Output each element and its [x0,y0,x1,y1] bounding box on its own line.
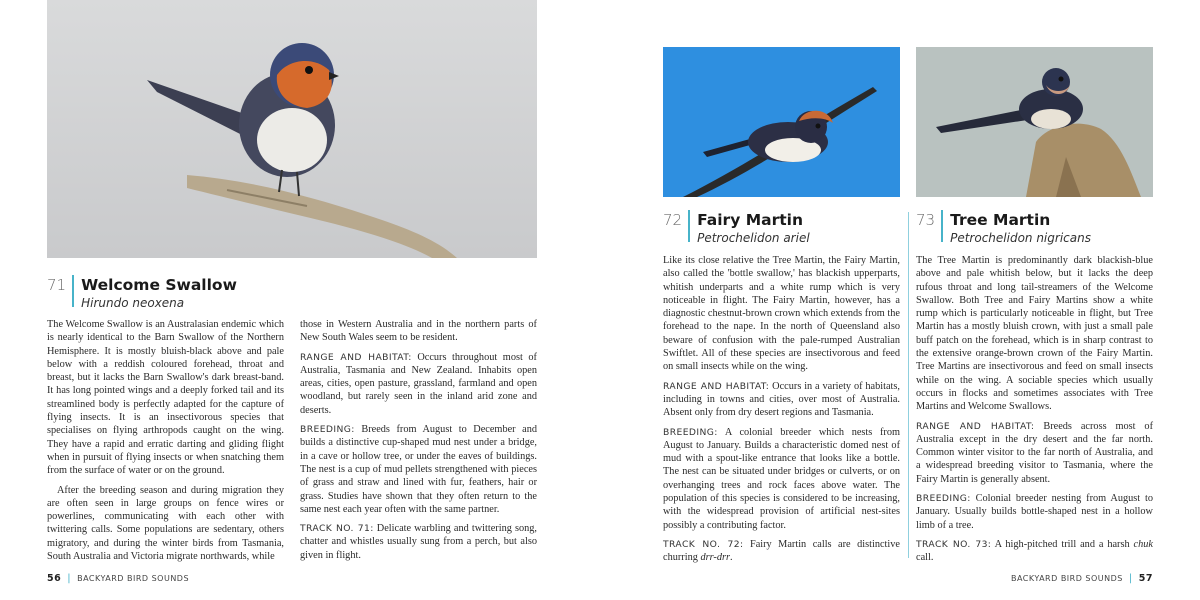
track-text: Delicate warbling and twittering song, chatter and whistles usually sung from a perch, but also given in flight. [300,523,537,561]
description-paragraph: After the breeding season and during migration they are often seen in large groups on fence wires or powerlines, communicating with each other with twittering calls. Some populations are sedentary, others migratory, and during the winter birds from Tasmania, South Australia and Victoria migrate northwards, while [47,484,284,563]
breeding-text: Breeds from August to December and builds a distinctive cup-shaped mud nest under a bridge, in a cave or hollow tree, or under the eaves of buildings. The nest is a cup of mud pellets strengthened with pieces of grass and straw and lined with fur, feathers, hair or grass. Studies have shown that they often return to the same nest each year often with the same partner. [300,424,537,515]
species-common-name: Tree Martin [950,211,1051,229]
breeding-section [300,423,537,516]
breeding-section [663,426,900,532]
breeding-text: A colonial breeder which nests from August to January. Builds a characteristic domed nest of mud with a spout-like entrance that looks like a bottle. The nest can be situated under bridges or culverts, or on overhanging trees and rock faces above water. The population of this species is considered to be increasing, with the widespread provision of artificial nest-sites possibly a contributing factor. [663,426,900,531]
track-text: A high-pitched trill and a harsh [994,538,1130,550]
species-scientific-name: Hirundo neoxena [81,296,185,310]
track-label: TRACK NO. 71: [300,523,374,535]
breeding-text: Colonial breeder nesting from August to January. Usually builds bottle-shaped nest in a hollow limb of a tree. [916,493,1153,531]
species-common-name: Welcome Swallow [81,276,237,294]
range-text: Occurs throughout most of Australia, Tasmania and New Zealand. Inhabits open areas, cities, open pasture, grassland, farmland and open woodland, but rarely seen in the inland arid zone and deserts. [300,351,537,416]
range-label: RANGE AND HABITAT: [916,420,1035,432]
track-end: call. [916,552,934,564]
running-title: BACKYARD BIRD SOUNDS [77,574,190,583]
track-call: chuk [1133,538,1153,550]
footer-separator: | [1128,573,1133,584]
track-call: drr-drr [700,552,731,564]
page-number: 56 [47,573,62,584]
species-number: 71 [47,276,67,294]
heading-accent-bar [72,275,74,307]
species-scientific-name: Petrochelidon ariel [697,231,810,245]
range-habitat-section [916,420,1153,486]
track-section [916,538,1153,565]
breeding-section [916,492,1153,532]
species-number: 73 [916,211,936,229]
range-habitat-section [663,380,900,420]
track-text: Fairy Martin calls are distinctive churring [663,538,900,564]
breeding-label: BREEDING: [300,424,355,436]
footer-separator: | [67,573,72,584]
tree-martin-photo [916,47,1153,197]
running-title: BACKYARD BIRD SOUNDS [1010,574,1123,583]
left-footer [47,573,189,584]
description-paragraph: The Welcome Swallow is an Australasian endemic which is nearly identical to the Barn Swallow of the Northern Hemisphere. It is mostly bluish-black above and pale below with a reddish coloured forehead, throat and breast, but it lacks the Barn Swallow's dark breast-band. It has long pointed wings and a deeply forked tail and its streamlined body is perfectly adapted for the capture of flying insects. It is an insectivorous species that specialises on flying arthropods caught on the wing. They have a rapid and erratic darting and gliding flight when in pursuit of flying insects or when snatching them from the surface of water or on the ground. [47,319,284,477]
range-text: Breeds across most of Australia except in the dry desert and the far north. Common winter visitor to the far north of Australia, and a widespread breeding visitor to Tasmania, where the Fairy Martin is generally absent. [916,420,1154,485]
track-end: . [730,552,733,564]
species-number: 72 [663,211,683,229]
right-footer [1011,573,1153,584]
tree-martin-column [916,254,1153,565]
species-scientific-name: Petrochelidon nigricans [950,231,1091,245]
range-label: RANGE AND HABITAT: [300,351,412,363]
fairy-martin-column [663,254,900,565]
species-heading-71 [47,275,237,311]
range-label: RANGE AND HABITAT: [663,380,770,392]
species-heading-72 [663,210,810,246]
description-continued: those in Western Australia and in the northern parts of New South Wales seem to be resident. [300,319,537,344]
track-section [300,522,537,562]
range-text: Occurs in a variety of habitats, including in towns and cities, over most of Australia. Absent only from dry desert regions and Tasmania. [663,380,900,419]
welcome-swallow-column-2 [300,318,537,562]
breeding-label: BREEDING: [916,493,971,505]
heading-accent-bar [688,210,690,242]
species-heading-73 [916,210,1091,246]
description-paragraph: Like its close relative the Tree Martin, the Fairy Martin, also called the 'bottle swallow,' has blackish upperparts, whitish underparts and a white rump which is very noticeable in flight. The Fairy Martin, however, has a diagnostic chestnut-brown crown which extends from the forehead to the nape. In the north of Queensland also beware of confusion with the pale-rumped Australian Swiftlet. All of these species are insectivorous and feed on small insects while on the wing. [663,255,900,373]
species-common-name: Fairy Martin [697,211,803,229]
range-habitat-section [300,351,537,417]
description-paragraph: The Tree Martin is predominantly dark blackish-blue above and pale whitish below, but it lacks the deep rufous throat and long tail-streamers of the Welcome Swallow. Both Tree and Fairy Martins show a white rump which is particularly noticeable in flight, but Tree Martin has a mostly bluish crown, with just a small pale buff patch on the forehead, which is in sharp contrast to the extensive orange-brown crown of the Fairy Martin. Tree Martins are insectivorous and feed on small insects while on the wing. A sociable species which usually occurs in flocks and sometimes associates with Tree Martins and Welcome Swallows. [916,255,1153,413]
welcome-swallow-photo [47,0,537,258]
track-section [663,538,900,565]
heading-accent-bar [941,210,943,242]
welcome-swallow-column-1 [47,318,284,563]
breeding-label: BREEDING: [663,426,718,438]
track-label: TRACK NO. 73: [916,538,992,550]
fairy-martin-photo [663,47,900,197]
page-number: 57 [1138,573,1153,584]
track-label: TRACK NO. 72: [663,538,744,550]
column-divider [908,212,909,558]
